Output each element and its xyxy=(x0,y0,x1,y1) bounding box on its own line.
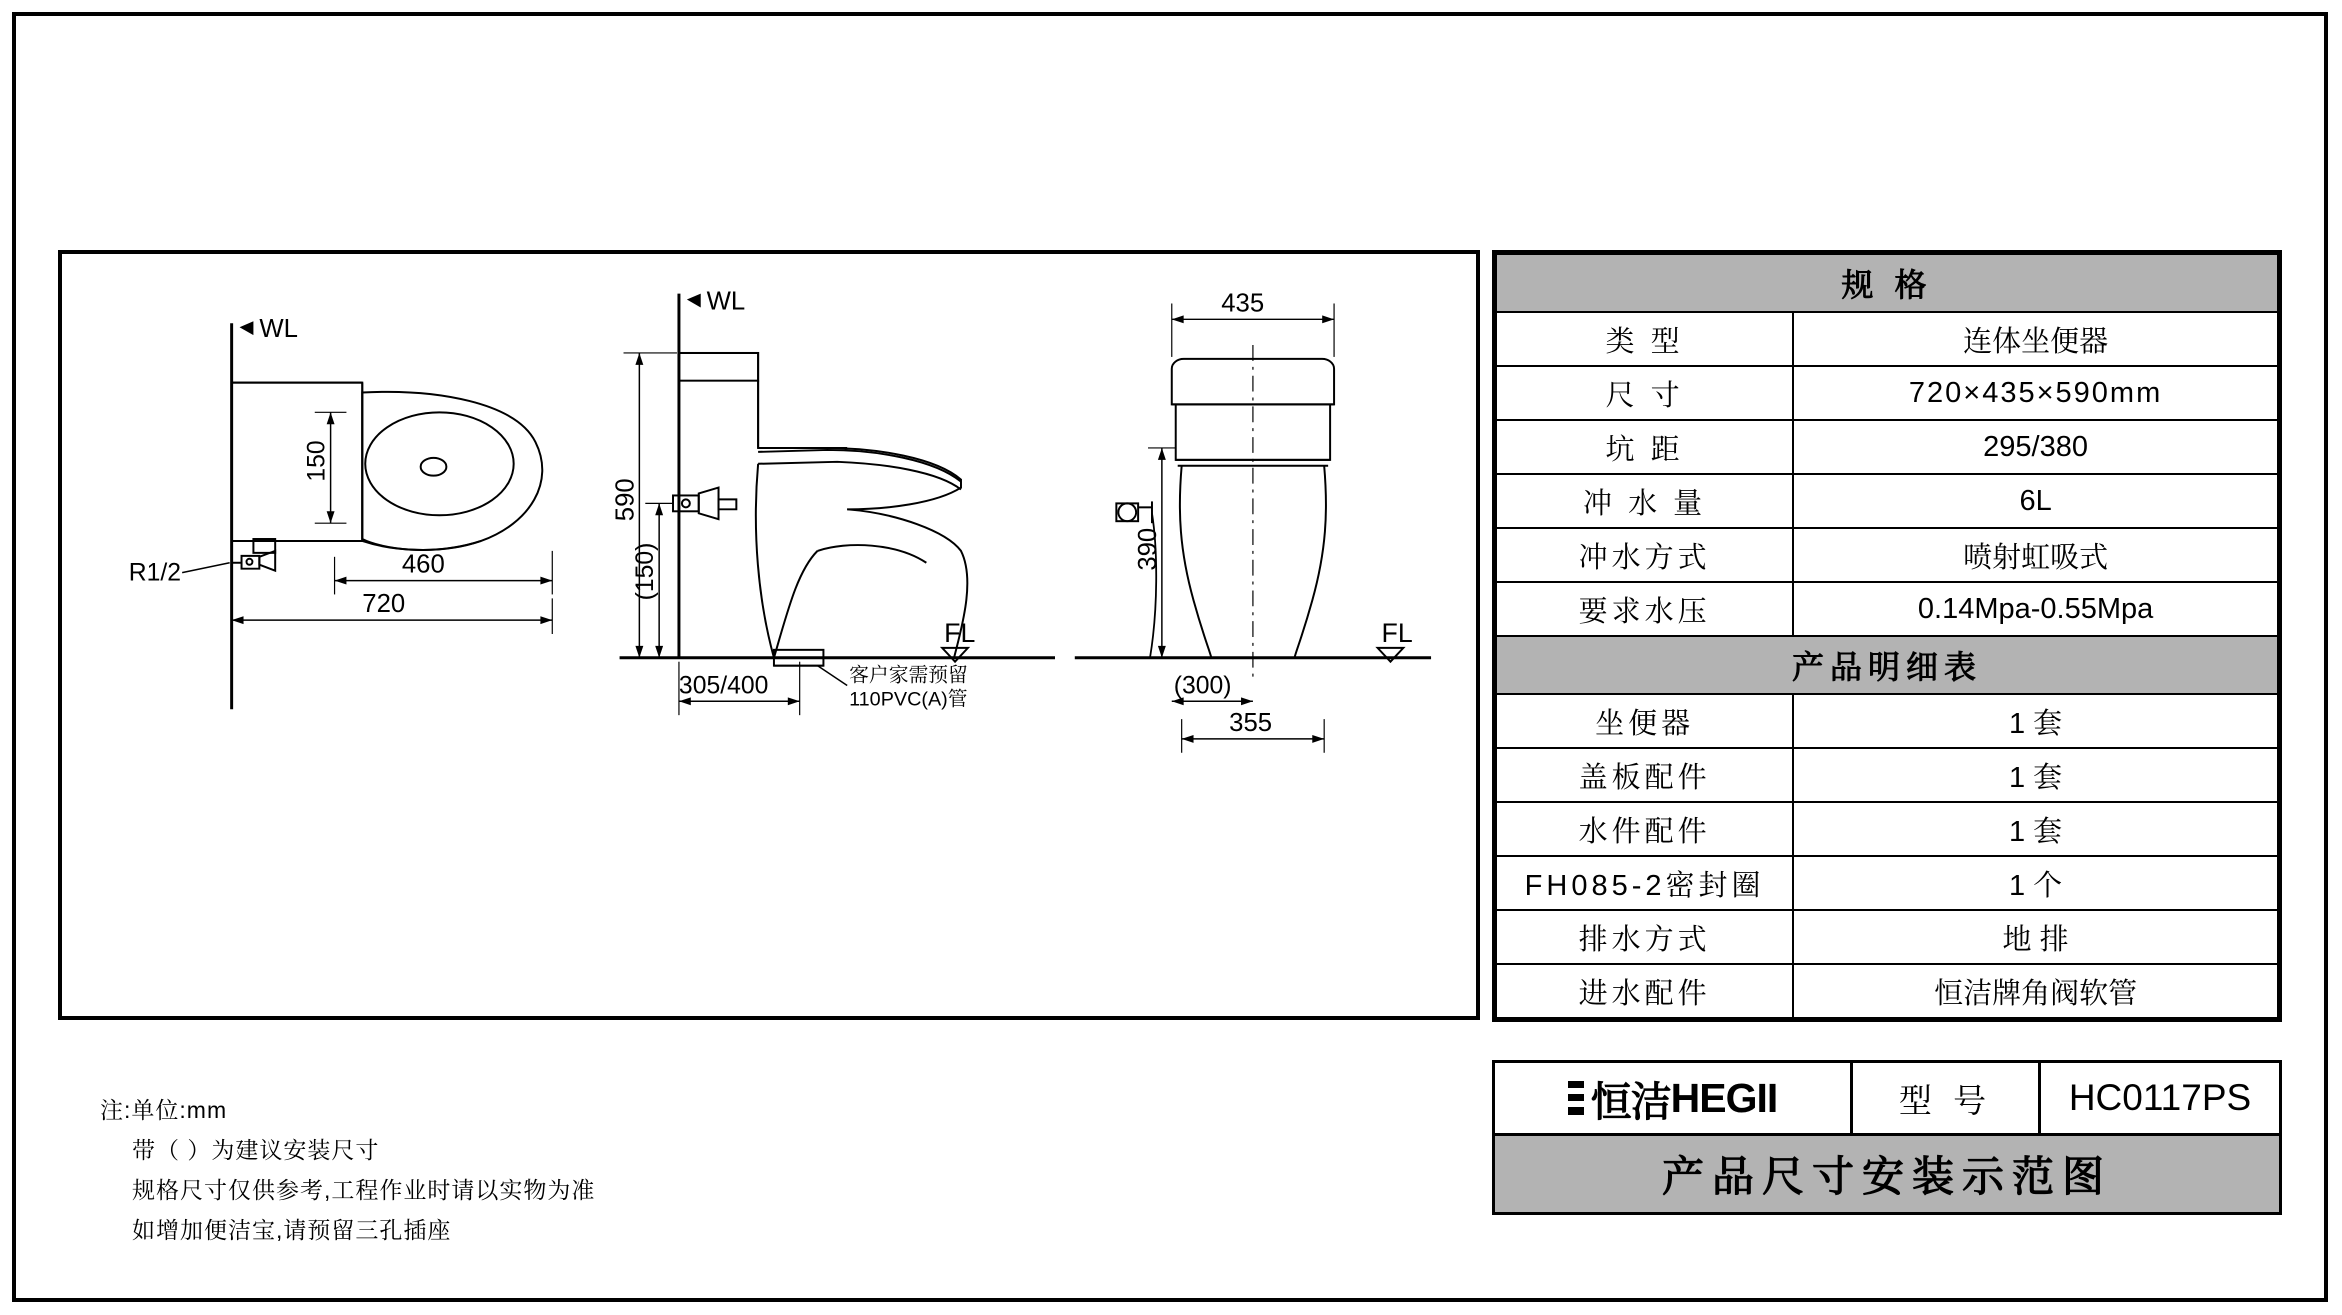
part-label-fittings: 水件配件 xyxy=(1496,802,1793,856)
specification-table xyxy=(1492,250,2282,1022)
part-label-toilet: 坐便器 xyxy=(1496,694,1793,748)
brand-name-en: HEGII xyxy=(1670,1074,1778,1121)
table-row xyxy=(1496,856,2278,910)
brand-logo xyxy=(1495,1063,1853,1133)
table-row xyxy=(1496,528,2278,582)
spec-label-flush-volume: 冲 水 量 xyxy=(1496,474,1793,528)
note-pvc-line2: 110PVC(A)管 xyxy=(849,688,968,711)
table-row xyxy=(1496,312,2278,366)
part-value-toilet: 1 套 xyxy=(1793,694,2278,748)
label-fl-side: FL xyxy=(944,617,976,648)
table-row xyxy=(1496,964,2278,1018)
table-row xyxy=(1496,366,2278,420)
label-fl-front: FL xyxy=(1381,617,1413,648)
drawing-title: 产品尺寸安装示范图 xyxy=(1495,1136,2279,1212)
label-wl-top: WL xyxy=(259,315,298,344)
table-row xyxy=(1496,420,2278,474)
drawing-panel xyxy=(58,250,1480,1020)
label-r12: R1/2 xyxy=(128,559,181,587)
spec-label-rough-in: 坑 距 xyxy=(1496,420,1793,474)
part-value-inlet: 恒洁牌角阀软管 xyxy=(1793,964,2278,1018)
spec-header: 规 格 xyxy=(1496,254,2278,312)
dim-300: (300) xyxy=(1173,672,1232,700)
part-value-fittings: 1 套 xyxy=(1793,802,2278,856)
part-label-seal-ring: FH085-2密封圈 xyxy=(1496,856,1793,910)
note-line-4: 如增加便洁宝,请预留三孔插座 xyxy=(132,1217,452,1243)
part-label-inlet: 进水配件 xyxy=(1496,964,1793,1018)
part-label-seat: 盖板配件 xyxy=(1496,748,1793,802)
title-block xyxy=(1492,1060,2282,1215)
dim-150-side: (150) xyxy=(632,542,660,601)
brand-name-cn: 恒洁 xyxy=(1590,1078,1671,1125)
part-label-drain-type: 排水方式 xyxy=(1496,910,1793,964)
table-row xyxy=(1496,748,2278,802)
title-block-row-model xyxy=(1495,1063,2279,1136)
table-row xyxy=(1496,474,2278,528)
table-row xyxy=(1496,694,2278,748)
spec-header-row xyxy=(1496,254,2278,312)
note-line-2: 带（ ）为建议安装尺寸 xyxy=(132,1137,380,1163)
note-line-3: 规格尺寸仅供参考,工程作业时请以实物为准 xyxy=(132,1177,596,1203)
label-wl-side: WL xyxy=(706,287,746,316)
notes-block xyxy=(100,1090,595,1250)
parts-header: 产品明细表 xyxy=(1496,636,2278,694)
spec-value-rough-in: 295/380 xyxy=(1793,420,2278,474)
parts-header-row xyxy=(1496,636,2278,694)
dim-720: 720 xyxy=(362,590,406,619)
note-line-1: 注:单位:mm xyxy=(100,1097,228,1123)
note-pvc-line1: 客户家需预留 xyxy=(849,664,968,687)
dim-305-400: 305/400 xyxy=(678,672,769,700)
dim-590: 590 xyxy=(611,478,640,522)
spec-value-flush-volume: 6L xyxy=(1793,474,2278,528)
spec-label-flush-type: 冲水方式 xyxy=(1496,528,1793,582)
spec-value-water-pressure: 0.14Mpa-0.55Mpa xyxy=(1793,582,2278,636)
logo-bars-icon xyxy=(1568,1081,1584,1115)
model-label: 型 号 xyxy=(1853,1063,2041,1133)
table-row xyxy=(1496,910,2278,964)
dim-390: 390 xyxy=(1133,527,1162,571)
spec-label-water-pressure: 要求水压 xyxy=(1496,582,1793,636)
spec-label-size: 尺 寸 xyxy=(1496,366,1793,420)
dim-460: 460 xyxy=(401,550,445,579)
spec-value-size: 720×435×590mm xyxy=(1793,366,2278,420)
dim-435: 435 xyxy=(1221,289,1265,318)
table-row xyxy=(1496,802,2278,856)
table-row xyxy=(1496,582,2278,636)
spec-value-type: 连体坐便器 xyxy=(1793,312,2278,366)
dim-150-top: 150 xyxy=(303,440,331,482)
part-value-drain-type: 地 排 xyxy=(1793,910,2278,964)
technical-drawing xyxy=(62,254,1476,1016)
spec-value-flush-type: 喷射虹吸式 xyxy=(1793,528,2278,582)
model-value: HC0117PS xyxy=(2068,1077,2252,1118)
part-value-seat: 1 套 xyxy=(1793,748,2278,802)
part-value-seal-ring: 1 个 xyxy=(1793,856,2278,910)
spec-label-type: 类 型 xyxy=(1496,312,1793,366)
dim-355: 355 xyxy=(1229,708,1273,737)
